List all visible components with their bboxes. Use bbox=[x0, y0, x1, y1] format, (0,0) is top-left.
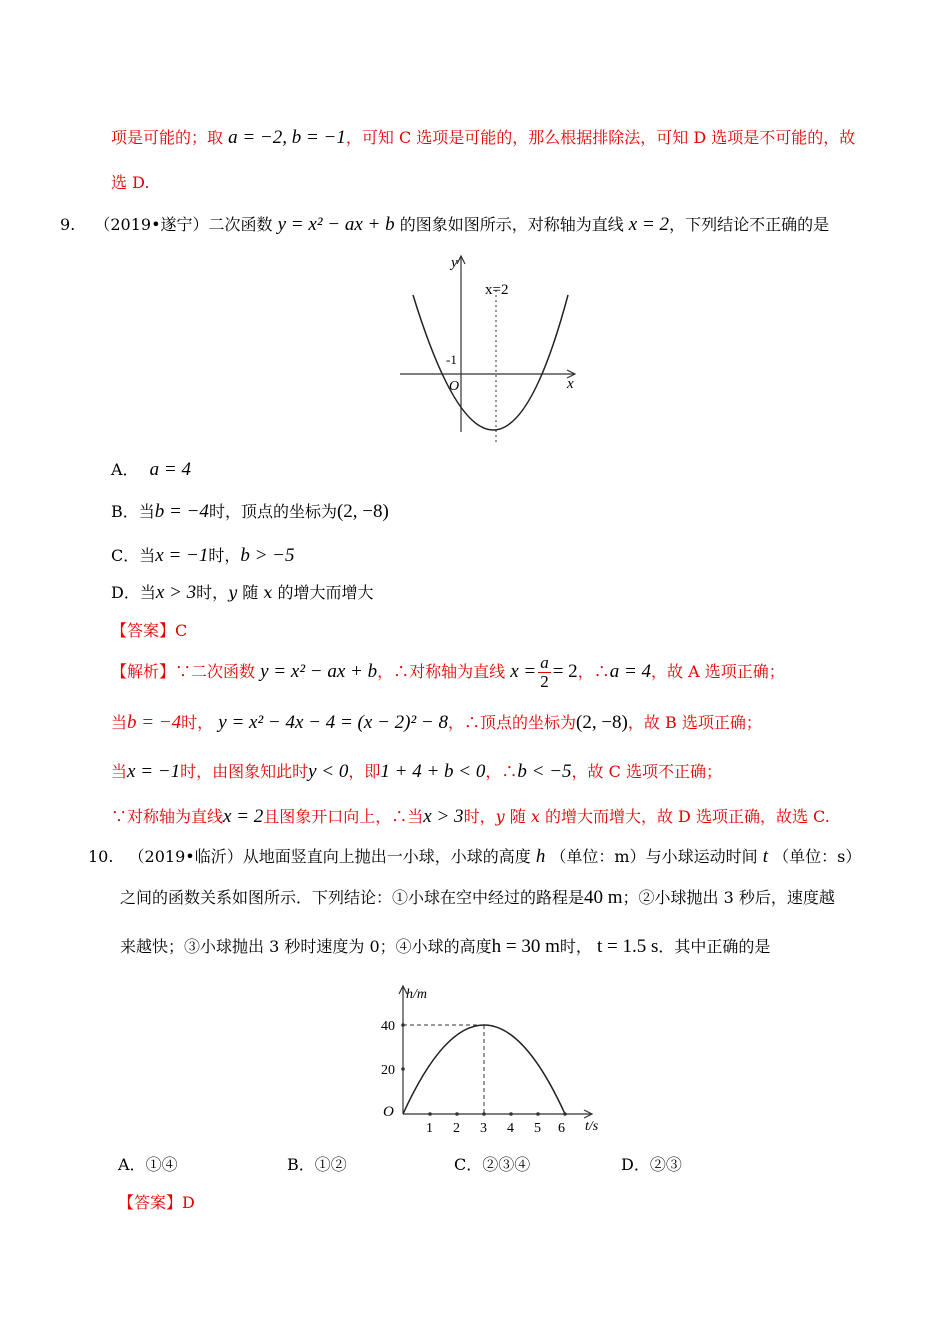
q10-x-tick-1: 1 bbox=[426, 1121, 433, 1136]
q10-number: 10. bbox=[88, 847, 114, 866]
q10-origin-label: O bbox=[383, 1104, 394, 1120]
q9-analysis-line-1: 【解析】∵二次函数 y = x² − ax + b，∴对称轴为直线 x = $\frac{a}{2}$ = 2，∴a = 4，故 A 选项正确； bbox=[111, 653, 785, 691]
prev-math: a = −2, b = −1 bbox=[228, 127, 346, 148]
q9-analysis-fraction: $\frac{a}{2}$ bbox=[540, 653, 549, 691]
q10-stem-line-1: 10. （2019•临沂）从地面竖直向上抛出一小球，小球的高度 h （单位：m）与小球运动时间 t （单位：s） bbox=[88, 846, 862, 867]
q10-x-label: t/s bbox=[585, 1119, 599, 1134]
q10-x-tick-5: 5 bbox=[534, 1121, 541, 1136]
q10-y-tick-20: 20 bbox=[381, 1063, 395, 1078]
q9-parabola-curve bbox=[413, 295, 568, 430]
prev-solution-line-1: 项是可能的；取 a = −2, b = −1，可知 C 选项是可能的，那么根据排除法，可知 D 选项是不可能的，故 bbox=[111, 127, 856, 148]
q10-option-a: A．①④ bbox=[118, 1155, 178, 1174]
q9-parabola-graph bbox=[395, 250, 585, 450]
q9-option-a: A． a = 4 bbox=[111, 459, 191, 480]
q9-option-b: B．当b = −4时，顶点的坐标为(2, −8) bbox=[111, 501, 389, 522]
q10-answer: 【答案】D bbox=[118, 1193, 195, 1212]
q9-stem: 9. （2019•遂宁）二次函数 y = x² − ax + b 的图象如图所示，对称轴为直线 x = 2，下列结论不正确的是 bbox=[60, 214, 830, 235]
q10-x-tick-3: 3 bbox=[480, 1121, 487, 1136]
q10-height-time-graph bbox=[370, 978, 610, 1140]
q10-option-b: B．①② bbox=[287, 1155, 347, 1174]
q9-answer: 【答案】C bbox=[111, 621, 188, 640]
q9-analysis-line-4: ∵对称轴为直线x = 2且图象开口向上，∴当x > 3时，y 随 x 的增大而增大，故 D 选项正确，故选 C. bbox=[111, 806, 830, 827]
q10-x-tick-4: 4 bbox=[507, 1121, 514, 1136]
q9-analysis-line-2: 当b = −4时， y = x² − 4x − 4 = (x − 2)² − 8，∴顶点的坐标为(2, −8)，故 B 选项正确； bbox=[111, 712, 762, 733]
q10-x-tick-2: 2 bbox=[453, 1121, 460, 1136]
prev-solution-line-2: 选 D. bbox=[111, 173, 150, 192]
q9-number: 9. bbox=[60, 215, 76, 234]
q9-analysis-line-3: 当x = −1时，由图象知此时y < 0，即1 + 4 + b < 0，∴b < −5，故 C 选项不正确； bbox=[111, 761, 722, 782]
q9-option-c: C．当x = −1时，b > −5 bbox=[111, 545, 295, 566]
q10-option-d: D．②③ bbox=[621, 1155, 682, 1174]
q10-stem-line-2: 之间的函数关系如图所示．下列结论：①小球在空中经过的路程是40 m；②小球抛出 3 秒后，速度越 bbox=[120, 887, 835, 908]
q10-y-tick-40: 40 bbox=[381, 1019, 395, 1034]
q9-y-label: y bbox=[451, 255, 458, 271]
q10-stem-line-3: 来越快；③小球抛出 3 秒时速度为 0；④小球的高度h = 30 m时， t = 1.5 s．其中正确的是 bbox=[120, 936, 771, 957]
q9-axis-label: x=2 bbox=[485, 282, 509, 298]
q10-y-label: h/m bbox=[406, 987, 427, 1002]
q9-x-label: x bbox=[567, 376, 574, 392]
q9-neg1-label: -1 bbox=[446, 352, 457, 367]
q10-x-tick-6: 6 bbox=[558, 1121, 565, 1136]
q9-option-d: D．当x > 3时，y 随 x 的增大而增大 bbox=[111, 582, 374, 603]
q10-option-c: C．②③④ bbox=[454, 1155, 531, 1174]
q9-origin-label: O bbox=[449, 379, 460, 394]
